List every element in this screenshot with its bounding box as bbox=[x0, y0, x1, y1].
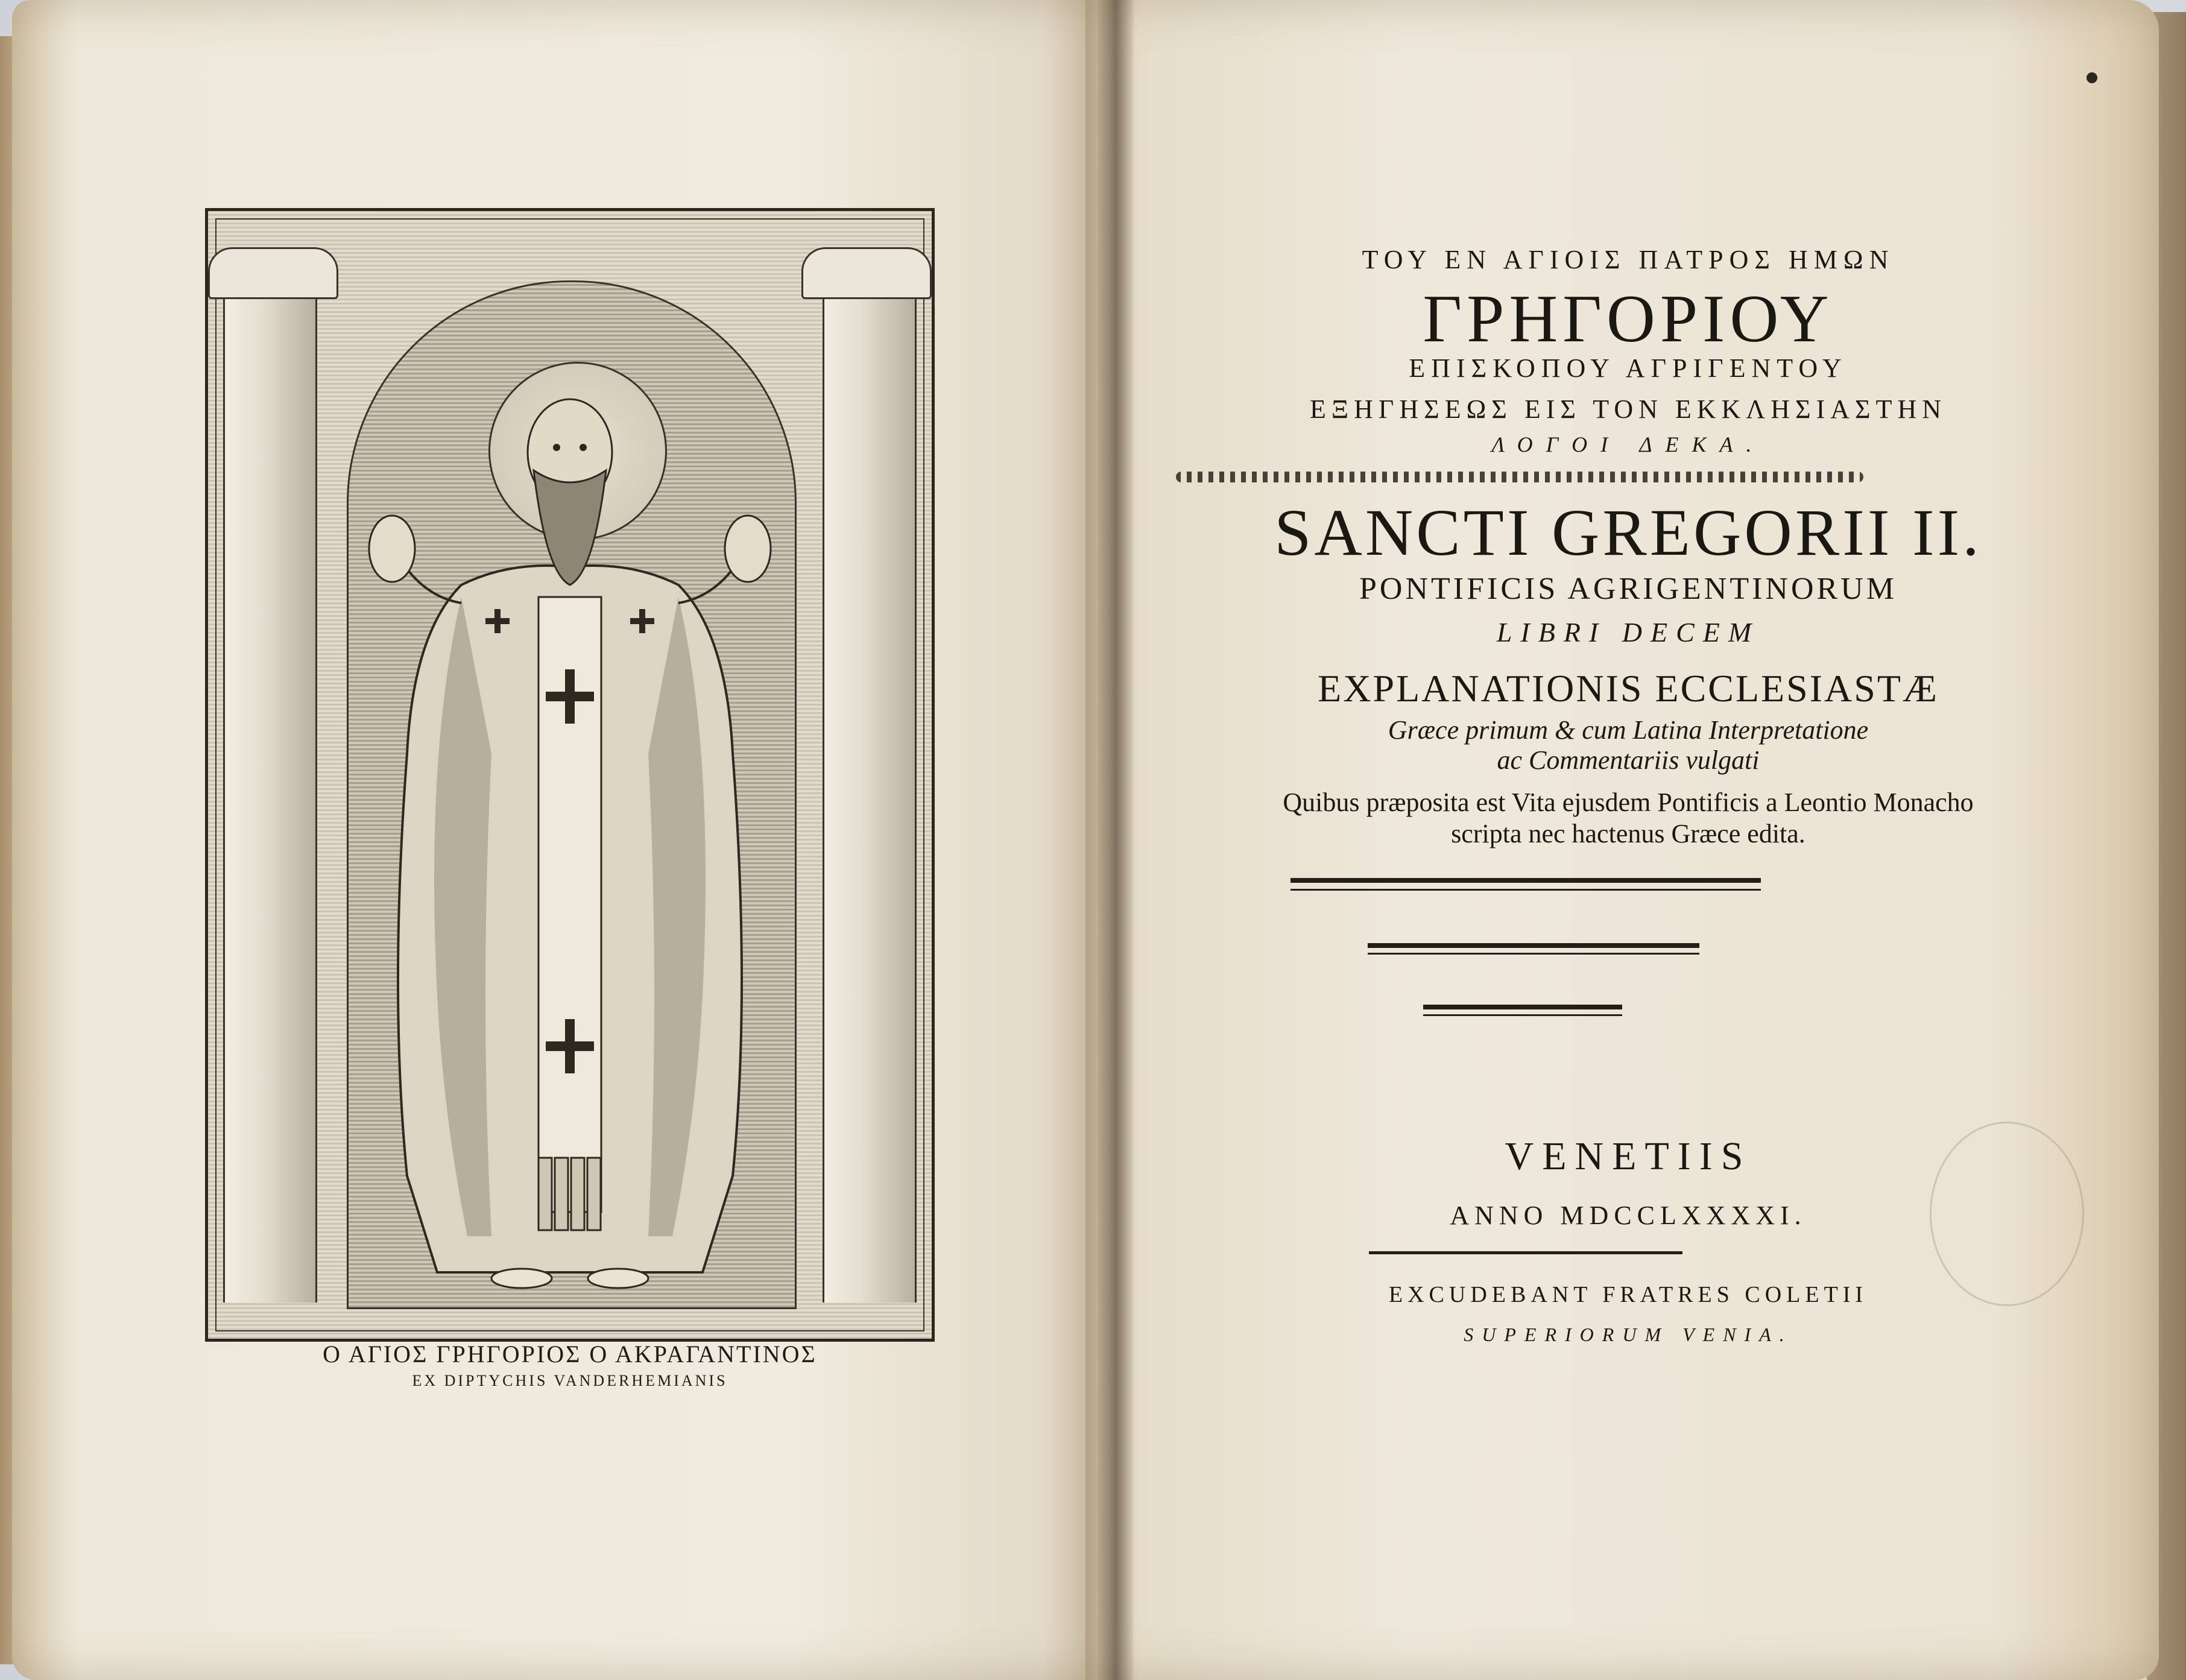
ornamental-divider bbox=[1176, 472, 1863, 482]
latin-description-line-8: scripta nec hactenus Græce edita. bbox=[1451, 819, 1805, 848]
book-gutter bbox=[1098, 0, 1134, 1680]
greek-heading-line-1: ΤΟΥ ΕΝ ΑΓΙΟΙΣ ΠΑΤΡΟΣ ΗΜΩΝ bbox=[1362, 245, 1895, 274]
latin-subtitle-line-2: PONTIFICIS AGRIGENTINORUM bbox=[1359, 572, 1898, 606]
double-rule-2-thick bbox=[1368, 943, 1699, 948]
double-rule-3-thin bbox=[1423, 1014, 1622, 1016]
saint-figure-illustration bbox=[208, 211, 932, 1339]
engraving-caption-greek: Ο ΑΓΙΟΣ ΓΡΗΓΟΡΙΟΣ Ο ΑΚΡΑΓΑΝΤΙΝΟΣ bbox=[323, 1341, 817, 1368]
latin-subtitle-line-3: LIBRI DECEM bbox=[1496, 617, 1760, 648]
latin-title: SANCTI GREGORII II. bbox=[1274, 496, 1982, 569]
greek-heading-line-5: ΛΟΓΟΙ ΔΕΚΑ. bbox=[1491, 432, 1765, 456]
imprint-city: VENETIIS bbox=[1505, 1134, 1752, 1178]
greek-author-name: ΓΡΗΓΟΡΙΟΥ bbox=[1423, 282, 1834, 356]
imprint-year: ANNO MDCCLXXXXI. bbox=[1450, 1201, 1807, 1230]
double-rule-1-thin bbox=[1290, 889, 1761, 891]
library-stamp-mark bbox=[1930, 1122, 2084, 1306]
double-rule-2-thin bbox=[1368, 953, 1699, 955]
latin-description-line-5: Græce primum & cum Latina Interpretatione bbox=[1388, 715, 1869, 745]
engraving-caption-latin: EX DIPTYCHIS VANDERHEMIANIS bbox=[412, 1372, 728, 1389]
latin-description-line-6: ac Commentariis vulgati bbox=[1497, 745, 1760, 775]
greek-heading-line-3: ΕΠΙΣΚΟΠΟΥ ΑΓΡΙΓΕΝΤΟΥ bbox=[1409, 353, 1848, 383]
imprint-rule bbox=[1369, 1251, 1682, 1254]
pin-hole-mark bbox=[2086, 72, 2097, 83]
greek-heading-line-4: ΕΞΗΓΗΣΕΩΣ ΕΙΣ ΤΟΝ ΕΚΚΛΗΣΙΑΣΤΗΝ bbox=[1309, 394, 1947, 424]
engraving-plate bbox=[205, 208, 935, 1342]
latin-description-line-7: Quibus præposita est Vita ejusdem Pontificis a Leontio Monacho bbox=[1283, 788, 1974, 817]
imprint-printer: EXCUDEBANT FRATRES COLETII bbox=[1388, 1282, 1868, 1307]
double-rule-1-thick bbox=[1290, 878, 1761, 883]
imprint-permission: SUPERIORUM VENIA. bbox=[1464, 1324, 1793, 1345]
double-rule-3-thick bbox=[1423, 1005, 1622, 1009]
latin-subtitle-line-4: EXPLANATIONIS ECCLESIASTÆ bbox=[1318, 667, 1939, 710]
